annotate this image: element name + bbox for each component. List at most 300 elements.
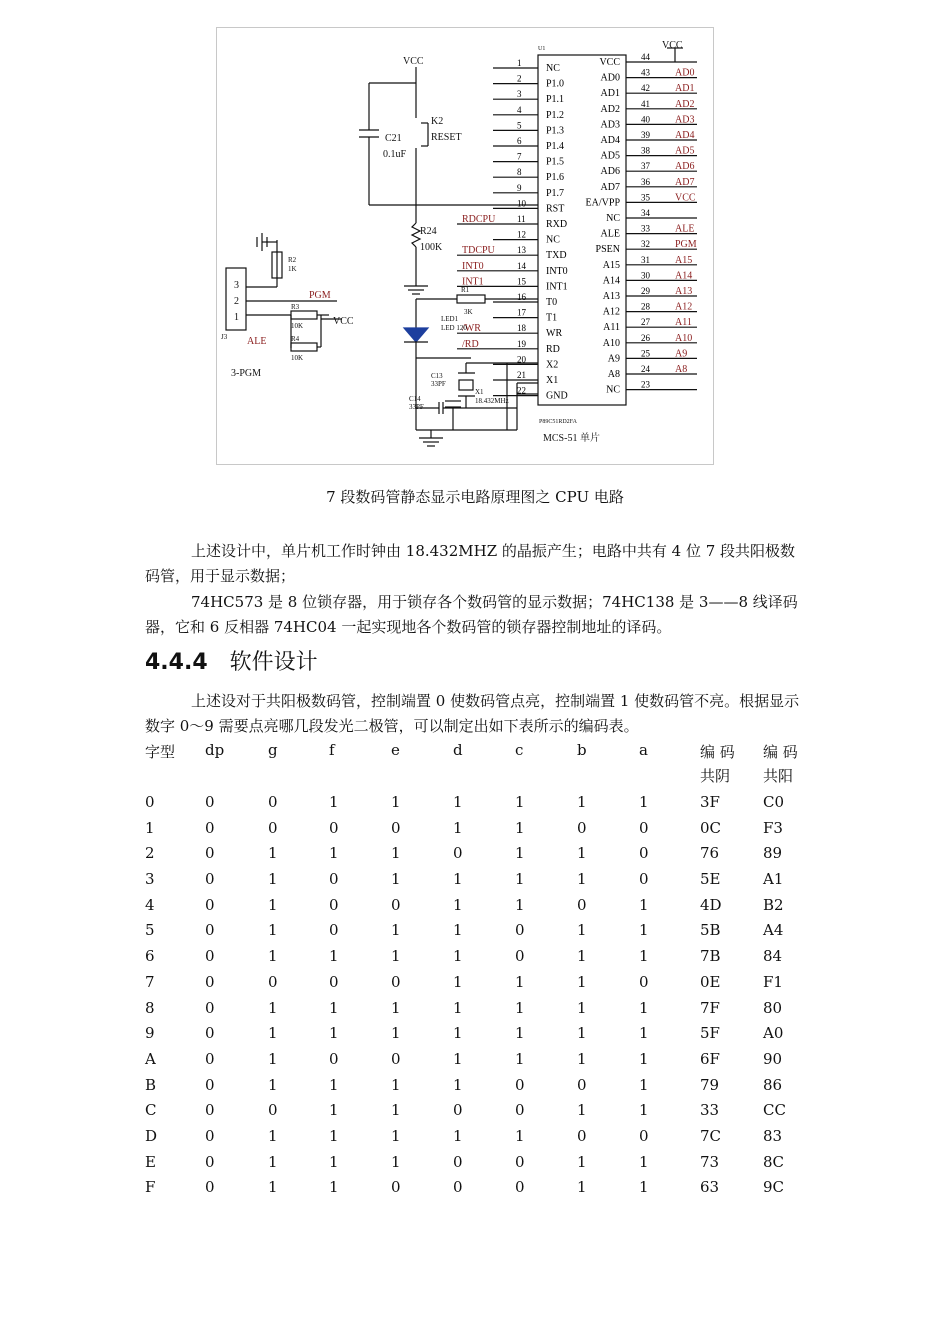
table-cell: 0 bbox=[515, 1075, 525, 1094]
table-cell: 0 bbox=[205, 947, 215, 966]
r3-value: 10K bbox=[291, 322, 304, 330]
header-common-anode: 共阳 bbox=[763, 767, 794, 785]
table-cell: 1 bbox=[453, 895, 463, 914]
pin-name: RST bbox=[546, 203, 565, 215]
r4-value: 10K bbox=[291, 354, 304, 362]
table-cell: 1 bbox=[515, 998, 525, 1017]
net-label: AD4 bbox=[675, 130, 695, 141]
net-label: A10 bbox=[675, 332, 693, 344]
table-cell: 2 bbox=[145, 844, 155, 863]
table-cell: 1 bbox=[268, 1075, 278, 1094]
table-row bbox=[145, 1127, 825, 1153]
pin-number: 8 bbox=[517, 167, 522, 178]
table-cell: 0 bbox=[639, 1126, 649, 1145]
pin-number: 17 bbox=[517, 307, 526, 318]
pin-name: P1.4 bbox=[546, 141, 565, 152]
table-cell: B2 bbox=[763, 895, 784, 914]
r24-label: R24 bbox=[420, 226, 437, 237]
table-cell: 63 bbox=[700, 1178, 720, 1197]
table-cell: 1 bbox=[391, 1075, 401, 1094]
table-cell: 4 bbox=[145, 895, 155, 914]
table-cell: 1 bbox=[391, 844, 401, 863]
table-cell: 1 bbox=[268, 895, 278, 914]
header-common-cathode: 共阴 bbox=[700, 767, 731, 785]
table-cell: B bbox=[145, 1075, 157, 1094]
table-row bbox=[145, 819, 825, 845]
pin-number: 40 bbox=[641, 114, 650, 125]
net-label: INT1 bbox=[462, 276, 484, 288]
table-cell: A4 bbox=[763, 921, 784, 940]
r1-label: R1 bbox=[461, 286, 470, 294]
pin-name: P1.3 bbox=[546, 125, 565, 137]
table-cell: 1 bbox=[515, 1024, 525, 1043]
pin-number: 24 bbox=[641, 364, 650, 374]
chip-caption: MCS-51 单片 bbox=[543, 433, 600, 444]
table-cell: 1 bbox=[453, 1024, 463, 1043]
table-cell: 1 bbox=[453, 870, 463, 889]
table-cell: 1 bbox=[515, 1049, 525, 1068]
pin-number: 13 bbox=[517, 245, 526, 256]
header-dp: dp bbox=[205, 741, 225, 759]
header-g: g bbox=[268, 741, 278, 759]
table-cell: 0 bbox=[453, 1101, 463, 1120]
table-cell: F1 bbox=[763, 972, 783, 991]
pin-name: TXD bbox=[546, 250, 567, 262]
table-cell: 73 bbox=[700, 1152, 720, 1171]
table-cell: 9 bbox=[145, 1024, 155, 1043]
connector-pin-1: 1 bbox=[234, 312, 239, 323]
pin-name: INT1 bbox=[546, 281, 568, 293]
table-cell: 1 bbox=[577, 1049, 587, 1068]
table-cell: 86 bbox=[763, 1075, 783, 1094]
pin-name: RD bbox=[546, 343, 560, 355]
table-body bbox=[145, 793, 825, 1204]
net-label: A13 bbox=[675, 286, 693, 297]
pin-name: NC bbox=[546, 63, 560, 74]
table-cell: 1 bbox=[391, 998, 401, 1017]
table-cell: 1 bbox=[577, 870, 587, 889]
pin-number: 5 bbox=[517, 120, 522, 131]
table-cell: 0 bbox=[329, 972, 339, 991]
net-label: AD1 bbox=[675, 83, 695, 95]
pin-number: 42 bbox=[641, 83, 650, 94]
table-cell: 0 bbox=[205, 921, 215, 940]
table-cell: 0 bbox=[577, 1075, 587, 1094]
section-heading bbox=[145, 645, 318, 676]
table-cell: 1 bbox=[453, 947, 463, 966]
table-cell: 1 bbox=[145, 818, 155, 837]
cpu-circuit-schematic bbox=[216, 27, 714, 465]
table-cell: 1 bbox=[391, 1101, 401, 1120]
table-cell: 0 bbox=[391, 895, 401, 914]
net-label: ALE bbox=[675, 223, 695, 235]
pin-name: A8 bbox=[607, 369, 620, 380]
x1-label: X1 bbox=[475, 388, 484, 396]
table-cell: 0 bbox=[205, 870, 215, 889]
table-cell: D bbox=[145, 1126, 158, 1145]
pin-number: 32 bbox=[641, 239, 650, 250]
k2-label: K2 bbox=[431, 116, 444, 127]
ale-net-label: ALE bbox=[247, 336, 267, 347]
table-cell: 1 bbox=[329, 998, 339, 1017]
table-cell: 1 bbox=[329, 1024, 339, 1043]
pin-name: NC bbox=[546, 234, 560, 246]
table-cell: 1 bbox=[639, 998, 649, 1017]
r2-value: 1K bbox=[288, 265, 297, 273]
table-cell: 0 bbox=[577, 818, 587, 837]
table-cell: 0 bbox=[205, 1152, 215, 1171]
pin-name: AD6 bbox=[600, 166, 620, 178]
table-cell: 1 bbox=[391, 1126, 401, 1145]
reset-label: RESET bbox=[431, 132, 462, 143]
c21-value: 0.1uF bbox=[383, 149, 407, 160]
table-cell: 0 bbox=[515, 1178, 525, 1197]
table-cell: 1 bbox=[577, 972, 587, 991]
pin-name: P1.1 bbox=[546, 94, 565, 106]
net-label: INT0 bbox=[462, 260, 484, 272]
pin-name: RXD bbox=[546, 219, 568, 230]
table-cell: 0 bbox=[329, 895, 339, 914]
pin-number: 9 bbox=[517, 182, 522, 193]
table-cell: A1 bbox=[763, 870, 784, 889]
table-cell: 84 bbox=[763, 947, 783, 966]
header-f: f bbox=[329, 741, 335, 759]
table-cell: 33 bbox=[700, 1101, 720, 1120]
table-cell: 0 bbox=[268, 1101, 278, 1120]
pin-name: NC bbox=[606, 213, 620, 224]
table-cell: 90 bbox=[763, 1049, 783, 1068]
pin-name: T1 bbox=[546, 312, 558, 324]
connector-pin-3: 3 bbox=[234, 280, 239, 291]
table-cell: 0 bbox=[205, 1024, 215, 1043]
table-cell: 1 bbox=[577, 921, 587, 940]
section-number: 4.4.4 bbox=[145, 650, 208, 675]
connector-name: 3-PGM bbox=[231, 368, 262, 379]
table-cell: 0 bbox=[515, 921, 525, 940]
pin-name: AD0 bbox=[600, 72, 620, 84]
table-cell: 0 bbox=[205, 972, 215, 991]
table-cell: 1 bbox=[577, 1101, 587, 1120]
net-label: A14 bbox=[675, 270, 693, 282]
pin-number: 36 bbox=[641, 176, 650, 187]
net-label: /RD bbox=[462, 338, 479, 350]
pin-name: AD3 bbox=[600, 119, 620, 131]
table-cell: 1 bbox=[639, 1178, 649, 1197]
pin-number: 38 bbox=[641, 145, 650, 156]
net-label: AD2 bbox=[675, 98, 695, 110]
header-code-anode: 编 码 bbox=[763, 743, 798, 761]
table-header-row bbox=[145, 741, 825, 793]
table-cell: 1 bbox=[268, 870, 278, 889]
table-cell: 1 bbox=[577, 1152, 587, 1171]
net-label: /WR bbox=[462, 323, 481, 335]
pin-number: 21 bbox=[517, 370, 526, 380]
table-cell: 1 bbox=[453, 818, 463, 837]
table-row bbox=[145, 870, 825, 896]
pin-name: NC bbox=[606, 384, 620, 396]
table-cell: 1 bbox=[453, 998, 463, 1017]
table-cell: 0 bbox=[453, 1178, 463, 1197]
table-cell: 1 bbox=[515, 870, 525, 889]
table-cell: F3 bbox=[763, 818, 783, 837]
table-cell: 0 bbox=[639, 972, 649, 991]
table-cell: 0C bbox=[700, 818, 722, 837]
table-cell: 9C bbox=[763, 1178, 785, 1197]
table-cell: 5F bbox=[700, 1024, 720, 1043]
table-cell: 1 bbox=[268, 921, 278, 940]
pin-name: A14 bbox=[602, 275, 620, 287]
pin-number: 14 bbox=[517, 260, 526, 271]
table-row bbox=[145, 844, 825, 870]
pin-number: 20 bbox=[517, 354, 526, 365]
table-cell: 5 bbox=[145, 921, 155, 940]
led-value: LED 120 bbox=[441, 324, 467, 332]
pgm-net-label: PGM bbox=[309, 290, 331, 301]
pin-number: 44 bbox=[641, 52, 650, 62]
table-cell: 0 bbox=[515, 1152, 525, 1171]
pin-name: X2 bbox=[546, 359, 559, 371]
table-cell: 1 bbox=[577, 793, 587, 811]
table-cell: 1 bbox=[268, 1126, 278, 1145]
table-cell: 3 bbox=[145, 870, 155, 889]
table-cell: 0 bbox=[453, 844, 463, 863]
table-cell: 0 bbox=[205, 1126, 215, 1145]
c14-label: C14 bbox=[409, 395, 421, 403]
table-cell: 1 bbox=[515, 895, 525, 914]
pin-number: 33 bbox=[641, 223, 650, 234]
header-c: c bbox=[515, 741, 524, 759]
pin-name: GND bbox=[546, 390, 568, 402]
table-row bbox=[145, 1153, 825, 1179]
table-cell: 1 bbox=[639, 921, 649, 940]
table-cell: 8 bbox=[145, 998, 155, 1017]
c14-value: 33PF bbox=[409, 403, 424, 411]
table-cell: 1 bbox=[515, 793, 525, 811]
table-cell: 0 bbox=[515, 1101, 525, 1120]
table-cell: 1 bbox=[453, 793, 463, 811]
table-cell: 1 bbox=[268, 947, 278, 966]
table-cell: 0 bbox=[391, 818, 401, 837]
table-cell: 1 bbox=[577, 1178, 587, 1197]
net-label: A15 bbox=[675, 254, 693, 266]
table-cell: 6F bbox=[700, 1049, 720, 1068]
table-cell: 0 bbox=[329, 921, 339, 940]
net-label: VCC bbox=[675, 192, 696, 204]
net-label: AD0 bbox=[675, 67, 695, 79]
table-cell: C bbox=[145, 1101, 157, 1120]
pin-name: AD5 bbox=[600, 150, 620, 162]
table-row bbox=[145, 1050, 825, 1076]
pin-number: 15 bbox=[517, 276, 526, 287]
pin-number: 29 bbox=[641, 286, 650, 296]
j3-label: J3 bbox=[221, 333, 228, 341]
table-cell: 1 bbox=[391, 921, 401, 940]
header-a: a bbox=[639, 741, 648, 759]
table-cell: 1 bbox=[639, 1101, 649, 1120]
table-cell: 0 bbox=[515, 947, 525, 966]
vcc-label-right: VCC bbox=[662, 40, 683, 51]
table-cell: 0 bbox=[391, 1049, 401, 1068]
pin-name: P1.2 bbox=[546, 109, 565, 121]
header-code-cathode: 编 码 bbox=[700, 743, 735, 761]
table-cell: 0 bbox=[205, 1178, 215, 1197]
r2-label: R2 bbox=[288, 256, 297, 264]
pin-number: 4 bbox=[517, 104, 522, 115]
table-cell: 1 bbox=[329, 793, 339, 811]
table-cell: 5B bbox=[700, 921, 721, 940]
pin-number: 22 bbox=[517, 385, 526, 396]
header-e: e bbox=[391, 741, 400, 759]
c21-label: C21 bbox=[385, 133, 402, 144]
table-cell: 1 bbox=[268, 1152, 278, 1171]
table-cell: 1 bbox=[329, 1126, 339, 1145]
pin-number: 35 bbox=[641, 192, 650, 203]
net-label: AD7 bbox=[675, 176, 695, 188]
table-cell: 0 bbox=[639, 818, 649, 837]
table-cell: 0 bbox=[268, 972, 278, 991]
table-cell: 1 bbox=[268, 1049, 278, 1068]
table-cell: 1 bbox=[453, 1126, 463, 1145]
pin-name: T0 bbox=[546, 297, 558, 308]
table-cell: 1 bbox=[515, 972, 525, 991]
pin-name: WR bbox=[546, 328, 563, 340]
table-cell: C0 bbox=[763, 793, 785, 811]
table-cell: 1 bbox=[268, 998, 278, 1017]
r1-value: 3K bbox=[464, 308, 473, 316]
table-row bbox=[145, 1076, 825, 1102]
table-cell: 0 bbox=[205, 1101, 215, 1120]
segment-code-table bbox=[145, 741, 825, 1204]
table-cell: 1 bbox=[268, 1024, 278, 1043]
table-cell: 0 bbox=[577, 895, 587, 914]
net-label: AD6 bbox=[675, 161, 695, 173]
table-cell: 0 bbox=[453, 1152, 463, 1171]
table-row bbox=[145, 896, 825, 922]
section-title: 软件设计 bbox=[229, 650, 318, 675]
pin-name: P1.0 bbox=[546, 78, 565, 90]
table-cell: 1 bbox=[329, 1178, 339, 1197]
connector-pin-2: 2 bbox=[234, 296, 239, 307]
table-cell: 1 bbox=[577, 1024, 587, 1043]
table-cell: 1 bbox=[515, 1126, 525, 1145]
paragraph-3: 上述设对于共阳极数码管，控制端置 0 使数码管点亮，控制端置 1 使数码管不亮。根据显示数字 0～9 需要点亮哪几段发光二极管，可以制定出如下表所示的编码表。 bbox=[145, 692, 800, 735]
r24-value: 100K bbox=[420, 242, 443, 253]
table-cell: 1 bbox=[391, 1024, 401, 1043]
table-cell: 0 bbox=[391, 972, 401, 991]
table-cell: 1 bbox=[268, 1178, 278, 1197]
pin-number: 19 bbox=[517, 338, 526, 349]
pin-name: P1.5 bbox=[546, 156, 565, 168]
table-cell: 1 bbox=[268, 844, 278, 863]
table-row bbox=[145, 947, 825, 973]
table-cell: 1 bbox=[577, 844, 587, 863]
r4-label: R4 bbox=[291, 335, 300, 343]
pin-number: 28 bbox=[641, 301, 650, 312]
table-cell: 7 bbox=[145, 972, 155, 991]
c13-value: 33PF bbox=[431, 380, 446, 388]
table-row bbox=[145, 921, 825, 947]
pin-name: X1 bbox=[546, 375, 559, 386]
led-label: LED1 bbox=[441, 315, 459, 323]
table-cell: 1 bbox=[391, 947, 401, 966]
table-row bbox=[145, 1178, 825, 1204]
pin-name: P1.7 bbox=[546, 187, 565, 199]
table-cell: 0 bbox=[205, 844, 215, 863]
table-cell: 0 bbox=[205, 818, 215, 837]
net-label: AD5 bbox=[675, 145, 695, 157]
pin-number: 7 bbox=[517, 151, 522, 162]
pin-number: 23 bbox=[641, 379, 650, 390]
pin-name: A10 bbox=[602, 337, 620, 349]
chip-part-number: P89C51RD2FA bbox=[539, 419, 577, 425]
table-cell: 1 bbox=[329, 844, 339, 863]
pin-name: VCC bbox=[599, 57, 620, 68]
pin-number: 11 bbox=[517, 214, 526, 224]
table-cell: 0 bbox=[577, 1126, 587, 1145]
pin-number: 1 bbox=[517, 58, 522, 68]
table-cell: 1 bbox=[577, 947, 587, 966]
table-cell: 3F bbox=[700, 793, 720, 811]
net-label: A9 bbox=[675, 348, 688, 360]
pin-name: AD2 bbox=[600, 103, 620, 115]
table-cell: 0E bbox=[700, 972, 721, 991]
table-cell: 0 bbox=[205, 793, 215, 811]
table-cell: 1 bbox=[329, 947, 339, 966]
table-cell: 4D bbox=[700, 895, 722, 914]
table-cell: 7B bbox=[700, 947, 721, 966]
table-cell: 1 bbox=[515, 844, 525, 863]
vcc-label: VCC bbox=[403, 56, 424, 67]
table-cell: 8C bbox=[763, 1152, 785, 1171]
table-cell: 1 bbox=[329, 1152, 339, 1171]
table-cell: 5E bbox=[700, 870, 721, 889]
pin-number: 12 bbox=[517, 229, 526, 240]
paragraph-2: 74HC573 是 8 位锁存器，用于锁存各个数码管的显示数据；74HC138 是 3——8 线译码器，它和 6 反相器 74HC04 一起实现地各个数码管的锁存器控制地址的译码。 bbox=[145, 593, 798, 636]
net-label: A12 bbox=[675, 301, 693, 313]
pin-number: 2 bbox=[517, 73, 522, 84]
pin-number: 43 bbox=[641, 67, 650, 78]
table-cell: 0 bbox=[268, 818, 278, 837]
pin-name: A13 bbox=[602, 291, 620, 302]
pin-number: 31 bbox=[641, 254, 650, 265]
table-cell: 7C bbox=[700, 1126, 722, 1145]
table-cell: 1 bbox=[639, 1152, 649, 1171]
chip-ref: U1 bbox=[538, 46, 546, 52]
table-cell: 83 bbox=[763, 1126, 783, 1145]
pin-number: 25 bbox=[641, 348, 650, 359]
table-row bbox=[145, 999, 825, 1025]
table-cell: 0 bbox=[205, 1049, 215, 1068]
pin-number: 3 bbox=[517, 89, 522, 100]
table-cell: 0 bbox=[329, 1049, 339, 1068]
pin-name: A12 bbox=[602, 306, 620, 318]
table-cell: E bbox=[145, 1152, 156, 1171]
table-row bbox=[145, 1101, 825, 1127]
pin-number: 18 bbox=[517, 323, 526, 334]
table-cell: 80 bbox=[763, 998, 783, 1017]
pin-number: 16 bbox=[517, 292, 526, 302]
table-cell: A bbox=[145, 1049, 156, 1068]
table-cell: 1 bbox=[639, 947, 649, 966]
table-cell: CC bbox=[763, 1101, 786, 1120]
pin-name: A9 bbox=[607, 353, 620, 365]
table-cell: 0 bbox=[205, 998, 215, 1017]
table-cell: 1 bbox=[391, 793, 401, 811]
pin-name: INT0 bbox=[546, 265, 568, 277]
table-cell: 1 bbox=[329, 1075, 339, 1094]
table-cell: 89 bbox=[763, 844, 783, 863]
table-cell: 6 bbox=[145, 947, 155, 966]
